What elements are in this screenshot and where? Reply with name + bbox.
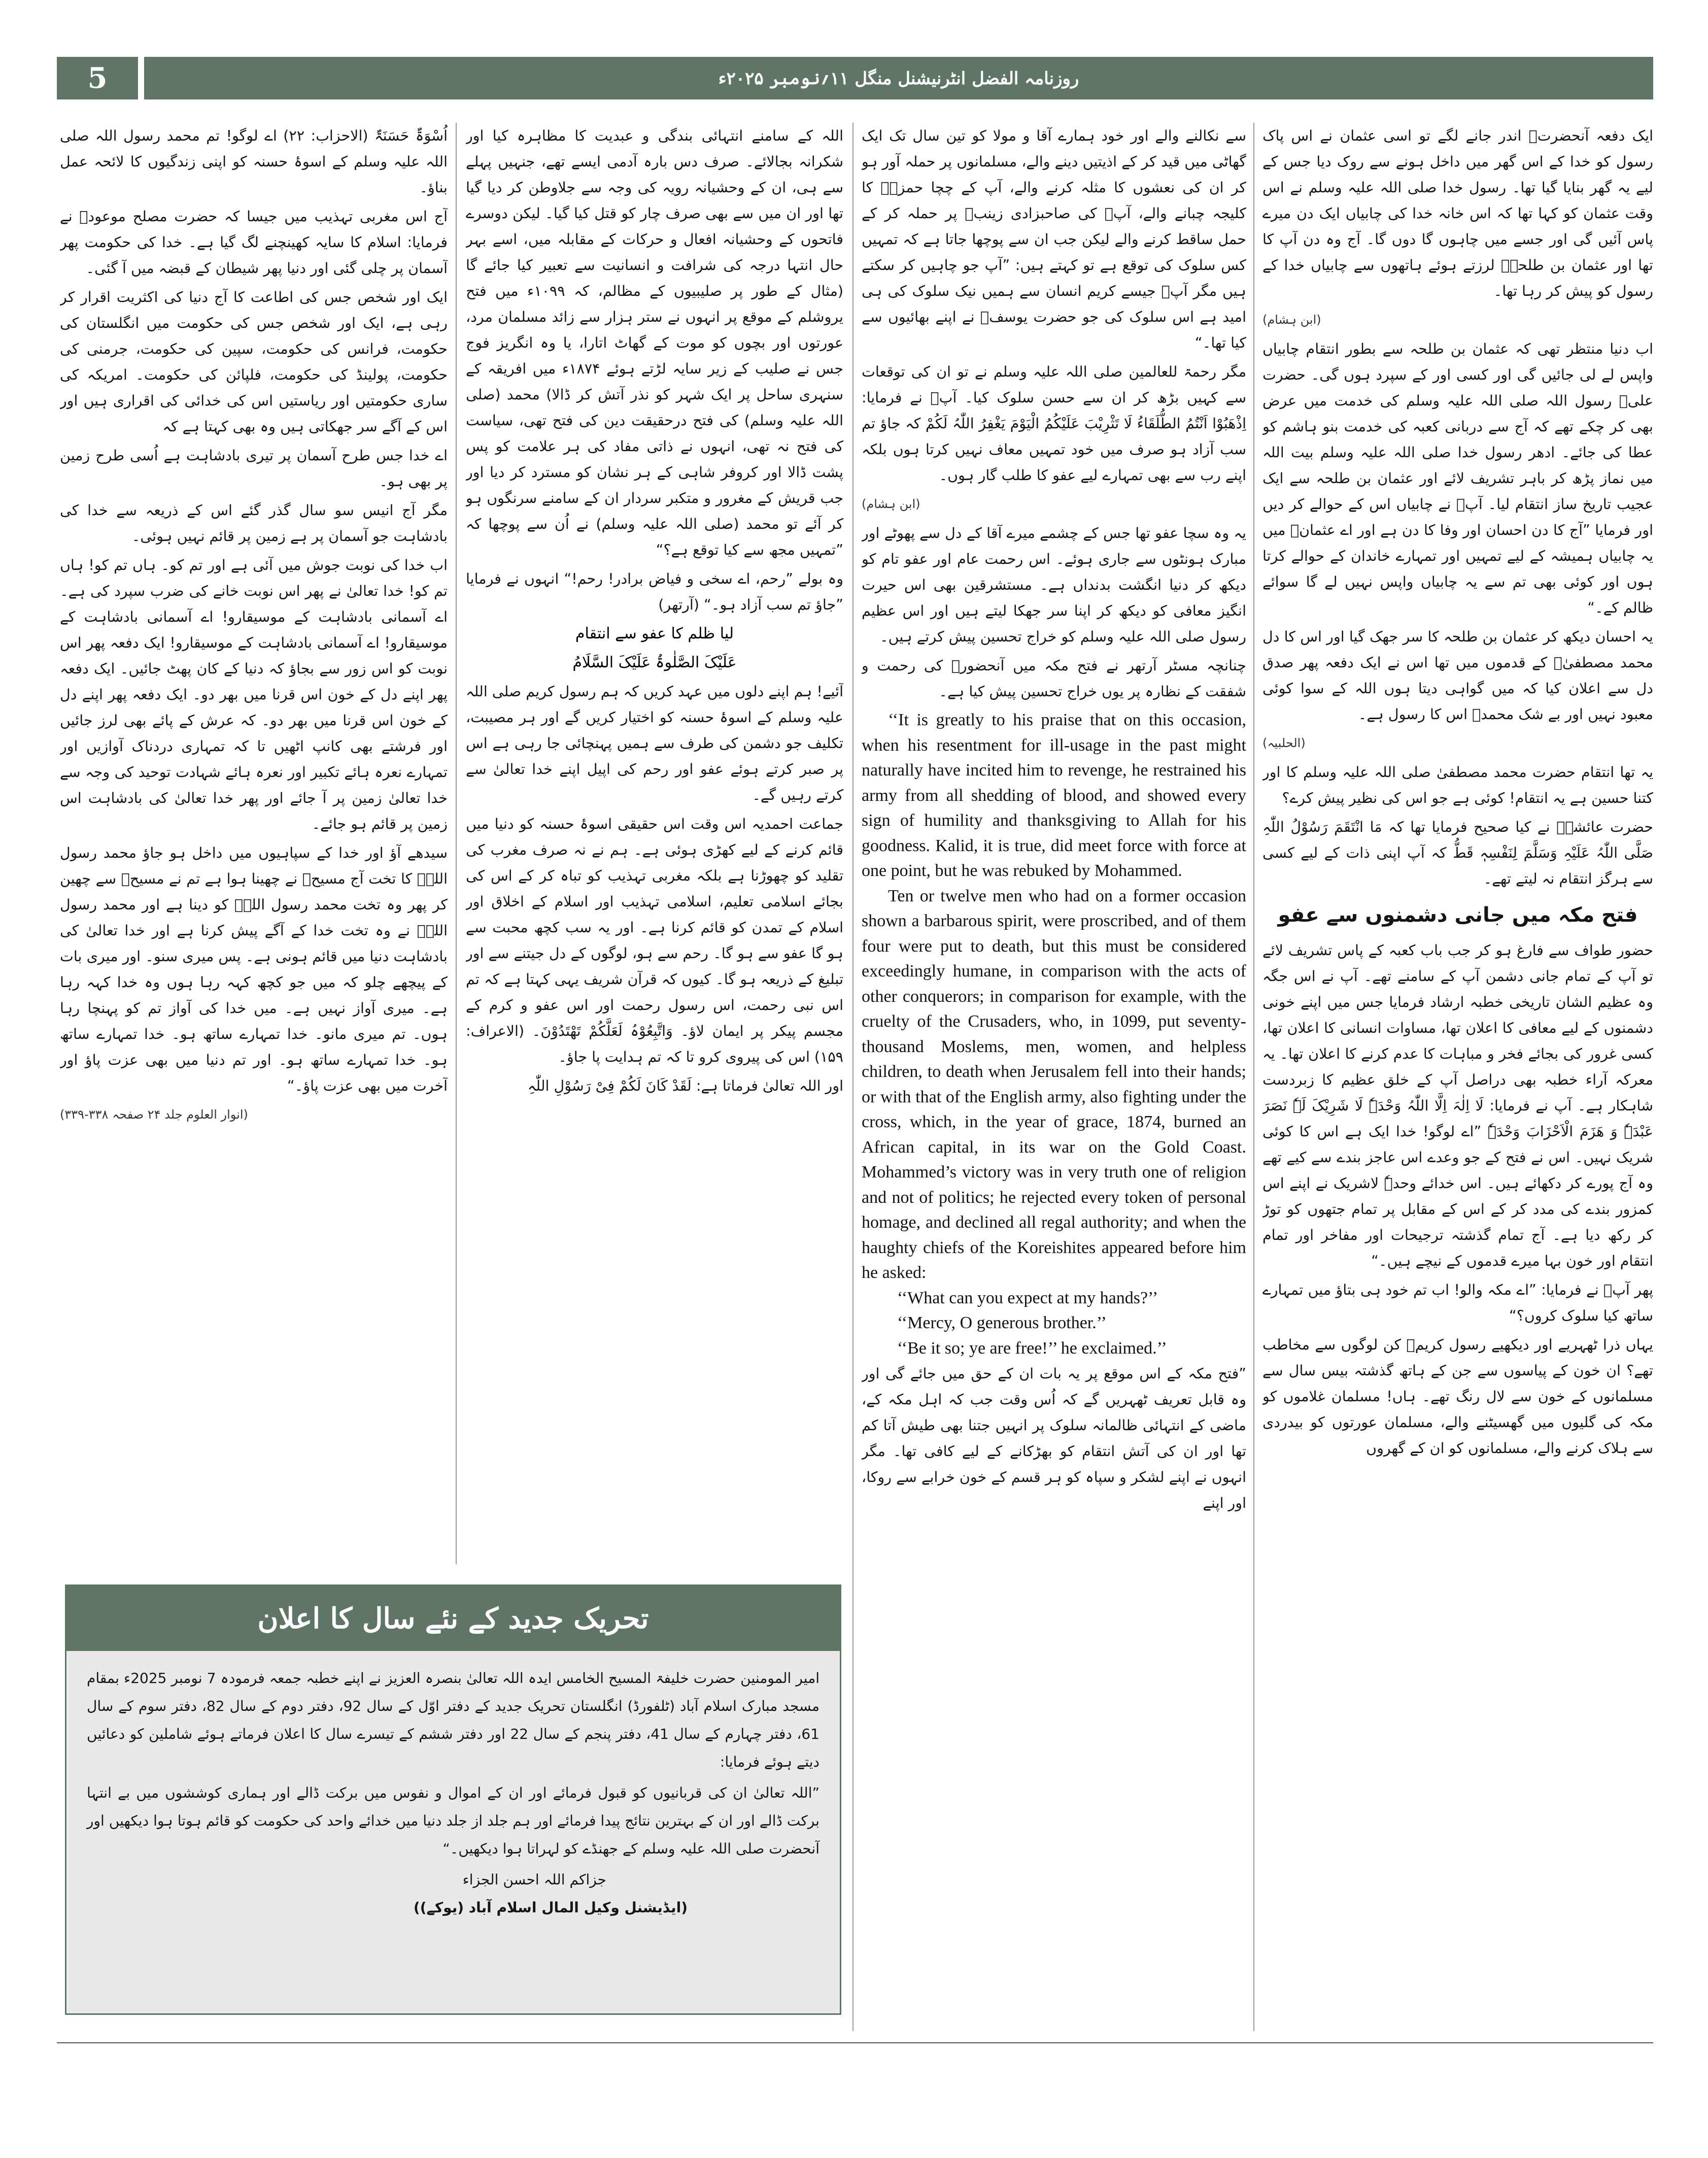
english-paragraph: ‘‘It is greatly to his praise that on this occasion, when his resentment for ill-usage in the past might naturally have incited him to revenge, he restrained his army from all shedding of blood, and showed every sign of humility and thanksgiving to Allah for his goodness. Kalid, it is true, did meet force with force at one point, but he was rebuked by Mohammed. (862, 711, 1246, 880)
paragraph: حضور طواف سے فارغ ہو کر جب باب کعبہ کے پاس تشریف لائے تو آپ کے تمام جانی دشمن آپ کے سامنے تھے۔ آپ نے اس جگہ وہ عظیم الشان تاریخی خطبہ ارشاد فرمایا جس میں اپنے خونی دشمنوں کے لیے معافی کا اعلان تھا، مساوات انسانی کا اعلان تھا، کسی غرور کی بجائے فخر و مباہات کا عدم کرنے کا اعلان تھا۔ یہ معرکہ آراء خطبہ بھی دراصل آپ کے خلق عظیم کا زبردست شاہکار ہے۔ آپ نے فرمایا: لَا اِلٰہَ اِلَّا اللّٰہُ وَحْدَہٗ لَا شَرِیْکَ لَہٗ نَصَرَ عَبْدَہٗ وَ ھَزَمَ الْاَحْزَابَ وَحْدَہٗ ”اے لوگو! خدا ایک ہے اس کا کوئی شریک نہیں۔ اس نے فتح کے جو وعدے اس عاجز بندے سے کیے تھے وہ آج پورے کر دکھائے ہیں۔ اس خدائے وحدہٗ لاشریک نے اپنے اس کمزور بندے کی مدد کر کے اس کے مقابل پر تمام جتھوں کو توڑ کر رکھ دیا ہے۔ آج تمام گذشتہ ترجیحات اور مفاخر اور تمام انتقام اور خون بہا میرے قدموں کے نیچے ہیں۔“ (1262, 942, 1653, 1269)
reference: (انوار العلوم جلد ۲۴ صفحہ ۳۳۸-۳۳۹) (60, 1107, 248, 1122)
paragraph: جماعت احمدیہ اس وقت اس حقیقی اسوۂ حسنہ کو دنیا میں قائم کرنے کے لیے کھڑی ہوئی ہے۔ ہم نے نہ صرف مغرب کی تقلید کو چھوڑنا ہے بلکہ مغربی تہذیب کو تباہ کر کے اس کی بجائے اسلامی تعلیم، اسلامی تہذیب اور اسلام کے اخلاق اور اسلام کے تمدن کو قائم کرنا ہے۔ اور یہ سب کچھ محبت سے ہو گا عفو سے ہو گا۔ رحم سے ہو، لوگوں کے دل جیتنے سے اور تبلیغ کے ذریعہ ہو گا۔ کیوں کہ قرآن شریف یہی کہتا ہے کہ تم اس نبی رحمت، اس رسول رحمت اور اس عفو و کرم کے مجسم پیکر پر ایمان لاؤ۔ وَاتَّبِعُوْہُ لَعَلَّکُمْ تَھْتَدُوْنَ۔ (الاعراف: ۱۵۹) اس کی پیروی کرو تا کہ تم ہدایت پا جاؤ۔ (466, 816, 843, 1065)
announcement-signature: (ایڈیشنل وکیل المال اسلام آباد (یوکے)) (413, 1899, 688, 1916)
paragraph: اور اللہ تعالیٰ فرماتا ہے: لَقَدْ کَانَ لَکُمْ فِیْ رَسُوْلِ اللّٰہِ (527, 1077, 843, 1094)
column-divider (1253, 123, 1254, 2031)
english-quote (862, 707, 1246, 1361)
paragraph: ”فتح مکہ کے اس موقع پر یہ بات ان کے حق میں جائے گی اور وہ قابل تعریف ٹھہریں گے کہ اُس وقت جب کہ اہل مکہ کے، ماضی کے انتہائی ظالمانہ سلوک پر انہیں جتنا بھی طیش آتا کم تھا اور ان کی آتش انتقام کو بھڑکانے کے لیے کافی تھا۔ مگر انہوں نے اپنے لشکر و سپاہ کو ہر قسم کے خون خرابے سے روکا، اور اپنے (862, 1365, 1246, 1511)
english-paragraph: ‘‘Mercy, O generous brother.’’ (897, 1313, 1107, 1332)
paragraph: وہ بولے ”رحم، اے سخی و فیاض برادر! رحم!“ انہوں نے فرمایا ”جاؤ تم سب آزاد ہو۔“ (آرتھر) (466, 570, 843, 613)
english-paragraph: Ten or twelve men who had on a former occasion shown a barbarous spirit, were proscribed, and of them four were put to death, but this must be considered exceedingly humane, in comparison with the acts of other conquerors; in comparison for example, with the cruelty of the Crusaders, who, in 1099, put seventy-thousand Moslems, men, women, and helpless children, to death when Jerusalem fell into their hands; or with that of the English army, also fighting under the cross, which, in the year of grace, 1874, burned an African capital, in its war on the Gold Coast. Mohammed’s victory was in very truth one of religion and not of politics; he rejected every token of personal homage, and declined all regal authority; and when the haughty chiefs of the Koreishites appeared before him he asked: (862, 886, 1246, 1282)
english-paragraph: ‘‘Be it so; ye are free!’’ he exclaimed.’’ (897, 1338, 1167, 1358)
paragraph: اُسْوَۃٌ حَسَنَۃٌ (الاحزاب: ۲۲) اے لوگو! تم محمد رسول اللہ صلی اللہ علیہ وسلم کے اسوۂ حسنہ کو اپنی زندگیوں کا لائحہ عمل بناؤ۔ (60, 127, 448, 196)
paragraph: مگر رحمۃ للعالمین صلی اللہ علیہ وسلم نے تو ان کی توقعات سے کہیں بڑھ کر ان سے حسن سلوک کیا۔ آپؐ نے فرمایا: اِذْھَبُوْا اَنْتُمُ الطُّلَقَاءُ لَا تَثْرِیْبَ عَلَیْکُمُ الْیَوْمَ یَغْفِرُ اللّٰہُ لَکُمْ کہ جاؤ تم سب آزاد ہو صرف میں خود تمہیں معاف نہیں کرتا ہوں بلکہ اپنے رب سے بھی تمہارے لیے عفو کا طلب گار ہوں۔ (862, 363, 1246, 484)
newspaper-masthead: روزنامہ الفضل انٹرنیشنل منگل ۱۱؍نومبر ۲۰۲۵ء (144, 57, 1653, 99)
verse-line: لیا ظلم کا عفو سے انتقام (575, 625, 734, 643)
paragraph: یہ احسان دیکھ کر عثمان بن طلحہ کا سر جھک گیا اور اس کا دل محمد مصطفیٰؐ کے قدموں میں تھا اس نے ایک دفعہ پھر صدق دل سے اعلان کیا کہ میں گواہی دیتا ہوں اللہ کے سوا کوئی معبود نہیں اور بے شک محمدؐ اس کا رسول ہے۔ (1262, 628, 1653, 723)
column-divider (456, 123, 457, 1564)
column-2 (862, 123, 1246, 2031)
paragraph: یہاں ذرا ٹھہریے اور دیکھیے رسول کریمؐ کن لوگوں سے مخاطب تھے؟ ان خون کے پیاسوں سے جن کے ہاتھ گذشتہ بیس سال سے مسلمانوں کے خون سے لال رنگ تھے۔ ہاں! مسلمان غلاموں کو مکہ کی گلیوں میں گھسیٹنے والے، مسلمان عورتوں کو بیدردی سے ہلاک کرنے والے، مسلمانوں کو ان کے گھروں (1262, 1336, 1653, 1457)
paragraph: سے نکالنے والے اور خود ہمارے آقا و مولا کو تین سال تک ایک گھاٹی میں قید کر کے اذیتیں دینے والے، مسلمانوں پر حملہ آور ہو کر ان کی نعشوں کا مثلہ کرنے والے، آپ کے چچا حمزہؓ کا کلیجہ چبانے والے، آپؐ کی صاحبزادی زینبؓ پر حملہ کر کے حمل ساقط کرنے والے لیکن جب ان سے پوچھا جاتا ہے کہ تمہیں کس سلوک کی توقع ہے تو کہتے ہیں: ”آپ جو چاہیں کر سکتے ہیں مگر آپؐ جیسے کریم انسان سے ہمیں نیک سلوک کی ہی امید ہے اس سلوک کی جو حضرت یوسفؑ نے اپنے بھائیوں سے کیا تھا۔“ (862, 127, 1246, 351)
verse-line: عَلَیْکَ الصَّلٰوۃُ عَلَیْکَ السَّلَامُ (572, 654, 737, 671)
paragraph: سیدھے آؤ اور خدا کے سپاہیوں میں داخل ہو جاؤ محمد رسول اللہؐ کا تخت آج مسیحؑ نے چھینا ہوا ہے تم نے مسیحؑ سے چھین کر پھر وہ تخت محمد رسول اللہؐ کو دینا ہے اور محمد رسول اللہؐ نے وہ تخت خدا کے آگے پیش کرنا ہے اور خدا تعالیٰ کی بادشاہت دنیا میں قائم ہونی ہے۔ پس میری سنو۔ اور میری بات کے پیچھے چلو کہ میں جو کچھ کہہ رہا ہوں وہ خدا کہہ رہا ہے۔ میری آواز نہیں ہے۔ میں خدا کی آواز تم کو پہنچا رہا ہوں۔ تم میری مانو۔ خدا تمہارے ساتھ ہو۔ خدا تمہارے ساتھ ہو۔ خدا تمہارے ساتھ ہو۔ اور تم دنیا میں بھی عزت پاؤ اور آخرت میں بھی عزت پاؤ۔“ (60, 845, 448, 1094)
announcement-text: امیر المومنین حضرت خلیفۃ المسیح الخامس ایدہ اللہ تعالیٰ بنصرہ العزیز نے اپنے خطبہ جمعہ فرمودہ 7 نومبر 2025ء بمقام مسجد مبارک اسلام آباد (ٹلفورڈ) انگلستان تحریک جدید کے دفتر اوّل کے سال 92، دفتر دوم کے سال 82، دفتر سوم کے سال 61، دفتر چہارم کے سال 41، دفتر پنجم کے سال 22 اور دفتر ششم کے تیسرے سال کا اعلان فرماتے ہوئے شاملین کو دعائیں دیتے ہوئے فرمایا: (87, 1670, 820, 1770)
english-paragraph: ‘‘What can you expect at my hands?’’ (897, 1288, 1158, 1307)
paragraph: حضرت عائشہؓ نے کیا صحیح فرمایا تھا کہ مَا انْتَقَمَ رَسُوْلُ اللّٰہِ صَلَّی اللّٰہُ عَلَیْہِ وَسَلَّمَ لِنَفْسِہٖ قَطُّ کہ آپ اپنی ذات کے لیے کسی سے ہرگز انتقام نہ لیتے تھے۔ (1262, 819, 1653, 887)
announcement-thanks: جزاکم اللہ احسن الجزاء (462, 1871, 606, 1888)
paragraph: مگر آج انیس سو سال گذر گئے اس کے ذریعہ سے خدا کی بادشاہت جو آسمان پر ہے زمین پر قائم نہیں ہوئی۔ (60, 502, 448, 545)
paragraph: اب دنیا منتظر تھی کہ عثمان بن طلحہ سے بطور انتقام چابیاں واپس لے لی جائیں گی اور کسی اور کے سپرد ہوں گی۔ حضرت علیؓ رسول اللہ صلی اللہ علیہ وسلم کی خدمت میں عرض بھی کر چکے تھے کہ آج سے دربانی کعبہ کی خدمت بنو ہاشم کو عطا کی جائے۔ ادھر رسول خدا صلی اللہ علیہ وسلم بیت اللہ میں نماز پڑھ کر باہر تشریف لائے اور عثمان بن طلحہ سے ایک عجیب تاریخ ساز انتقام لیا۔ آپؐ نے چابیاں اس کے حوالے کر دیں اور فرمایا ”آج کا دن احسان اور وفا کا دن ہے اور اے عثمانؓ میں یہ چابیاں ہمیشہ کے لیے تمہیں اور تمہارے خاندان کے حوالے کرتا ہوں اور کوئی بھی تم سے یہ چابیاں واپس نہیں لے گا سوائے ظالم کے۔“ (1262, 341, 1653, 616)
paragraph: ایک اور شخص جس کی اطاعت کا آج دنیا کی اکثریت اقرار کر رہی ہے، ایک اور شخص جس کی حکومت میں انگلستان کی حکومت، فرانس کی حکومت، سپین کی حکومت، جرمنی کی حکومت، پولینڈ کی حکومت، فلپائن کی حکومت۔ امریکہ کی ساری حکومتیں اور ریاستیں اس کی خدائی کی اقراری ہیں اور اس کے آگے سر جھکاتی ہیں وہ بھی کہتا ہے کہ (60, 289, 448, 435)
paragraph: ایک دفعہ آنحضرتؐ اندر جانے لگے تو اسی عثمان نے اس پاک رسول کو خدا کے اس گھر میں داخل ہونے سے روک دیا جس کے لیے یہ گھر بنایا گیا تھا۔ رسول خدا صلی اللہ علیہ وسلم نے اس وقت عثمان کو کہا تھا کہ اس خانہ خدا کی چابیاں ایک دن میرے پاس آئیں گی اور جسے میں چاہوں گا دوں گا۔ آج وہ دن آپ کا تھا اور عثمان بن طلحہؓ لرزتے ہوئے ہاتھوں سے چابیاں خدا کے رسول کو پیش کر رہا تھا۔ (1262, 127, 1653, 299)
paragraph: اب خدا کی نوبت جوش میں آئی ہے اور تم کو۔ ہاں تم کو! ہاں تم کو! خدا تعالیٰ نے پھر اس نوبت خانے کی ضرب سپرد کی ہے۔ اے آسمانی بادشاہت کے موسیقارو! اے آسمانی بادشاہت کے موسیقارو! اے آسمانی بادشاہت کے موسیقارو! ایک دفعہ پھر اس نوبت کو اس زور سے بجاؤ کہ دنیا کے کان پھٹ جائیں۔ ایک دفعہ پھر اپنے دل کے خون اس قرنا میں بھر دو۔ ایک دفعہ پھر اپنے دل کے خون اس قرنا میں بھر دو۔ کہ عرش کے پائے بھی لرز جائیں اور فرشتے بھی کانپ اٹھیں تا کہ تمہاری دردناک آوازیں اور تمہارے نعرہ ہائے تکبیر اور نعرہ ہائے شہادت توحید کی وجہ سے خدا تعالیٰ زمین پر آ جائے اور پھر خدا تعالیٰ کی بادشاہت اس زمین پر قائم ہو جائے۔ (60, 557, 448, 832)
paragraph: آئیے! ہم اپنے دلوں میں عہد کریں کہ ہم رسول کریم صلی اللہ علیہ وسلم کے اسوۂ حسنہ کو اختیار کریں گے اور ہر مصیبت، تکلیف جو دشمن کی طرف سے ہمیں پہنچائی جا رہی ہے اس پر صبر کرتے ہوئے عفو اور رحم کی اپیل اپنے خدا تعالیٰ سے کرتے رہیں گے۔ (466, 683, 843, 803)
announcement-body (66, 1651, 840, 1921)
reference: (ابن ہشام) (1262, 313, 1321, 327)
paragraph: چنانچہ مسٹر آرتھر نے فتح مکہ میں آنحضورؐ کی رحمت و شفقت کے نظارہ پر یوں خراج تحسین پیش کیا ہے۔ (862, 657, 1246, 700)
reference: (ابن ہشام) (862, 497, 920, 511)
announcement-box (65, 1584, 841, 2015)
column-4 (60, 123, 448, 1564)
announcement-prayer: ”اللہ تعالیٰ ان کی قربانیوں کو قبول فرمائے اور ان کے اموال و نفوس میں برکت ڈالے اور ہماری کوششوں میں بے انتہا برکت ڈالے اور ان کے بہترین نتائج پیدا فرمائے اور ہم جلد از جلد دنیا میں خدائے واحد کی حکومت کو قائم ہوتا ہوا دیکھیں اور آنحضرت صلی اللہ علیہ وسلم کے جھنڈے کو لہراتا ہوا دیکھیں۔“ (87, 1784, 819, 1857)
paragraph: اے خدا جس طرح آسمان پر تیری بادشاہت ہے اُسی طرح زمین پر بھی ہو۔ (60, 447, 448, 490)
paragraph: یہ تھا انتقام حضرت محمد مصطفیٰ صلی اللہ علیہ وسلم کا اور کتنا حسین ہے یہ انتقام! کوئی ہے جو اس کی نظیر پیش کرے؟ (1262, 764, 1653, 806)
paragraph: اللہ کے سامنے انتہائی بندگی و عبدیت کا مظاہرہ کیا اور شکرانہ بجالائے۔ صرف دس بارہ آدمی ایسے تھے، جنہیں پہلے سے ہی، ان کے وحشیانہ رویہ کی وجہ سے جلاوطن کر دیا گیا تھا اور ان میں سے بھی صرف چار کو قتل کیا گیا۔ لیکن دوسرے فاتحوں کے وحشیانہ افعال و حرکات کے مقابلہ میں، اسے بہر حال انتہا درجہ کی شرافت و انسانیت سے تعبیر کیا جائے گا (مثال کے طور پر صلیبیوں کے مظالم، کہ ۱۰۹۹ء میں فتح یروشلم کے موقع پر انہوں نے ستر ہزار سے زائد مسلمان مرد، عورتوں اور بچوں کو موت کے گھاٹ اتارا، یا وہ انگریز فوج جس نے صلیب کے زیر سایہ لڑتے ہوئے ۱۸۷۴ء میں افریقہ کے سنہری ساحل پر ایک شہر کو نذر آتش کر ڈالا) محمد (صلی اللہ علیہ وسلم) کی فتح درحقیقت دین کی فتح تھی، سیاست کی فتح نہ تھی، انہوں نے ذاتی مفاد کی ہر علامت کو پس پشت ڈالا اور کروفر شاہی کے ہر نشان کو مسترد کر دیا اور جب قریش کے مغرور و متکبر سردار ان کے سامنے سرنگوں ہو کر آئے تو محمد (صلی اللہ علیہ وسلم) نے اُن سے پوچھا کہ ”تمہیں مجھ سے کیا توقع ہے؟“ (466, 127, 843, 558)
section-heading: فتح مکہ میں جانی دشمنوں سے عفو (1278, 903, 1638, 927)
page-number: 5 (57, 57, 138, 99)
paragraph: آج اس مغربی تہذیب میں جیسا کہ حضرت مصلح موعودؓ نے فرمایا: اسلام کا سایہ کھینچنے لگ گیا ہے۔ خدا کی حکومت پھر آسمان پر چلی گئی اور دنیا پھر شیطان کے قبضہ میں آ گئی۔ (60, 208, 448, 277)
column-1 (1262, 123, 1653, 2031)
reference: (الحلبیہ) (1262, 736, 1306, 750)
footer-rule (57, 2042, 1653, 2043)
page-header (57, 57, 1653, 99)
paragraph: پھر آپؐ نے فرمایا: ”اے مکہ والو! اب تم خود ہی بتاؤ میں تمہارے ساتھ کیا سلوک کروں؟“ (1262, 1282, 1653, 1324)
paragraph: یہ وہ سچا عفو تھا جس کے چشمے میرے آقا کے دل سے پھوٹے اور مبارک ہونٹوں سے جاری ہوئے۔ اس رحمت عام اور عفو تام کو دیکھ کر دنیا انگشت بدنداں ہے۔ مستشرقین بھی اس حیرت انگیز معافی کو دیکھ کر اپنا سر جھکا لیتے ہیں اور اس عظیم رسول صلی اللہ علیہ وسلم کو خراج تحسین پیش کرتے ہیں۔ (862, 525, 1246, 645)
announcement-title: تحریک جدید کے نئے سال کا اعلان (66, 1586, 840, 1651)
column-divider (852, 123, 853, 2031)
column-3 (466, 123, 843, 1564)
